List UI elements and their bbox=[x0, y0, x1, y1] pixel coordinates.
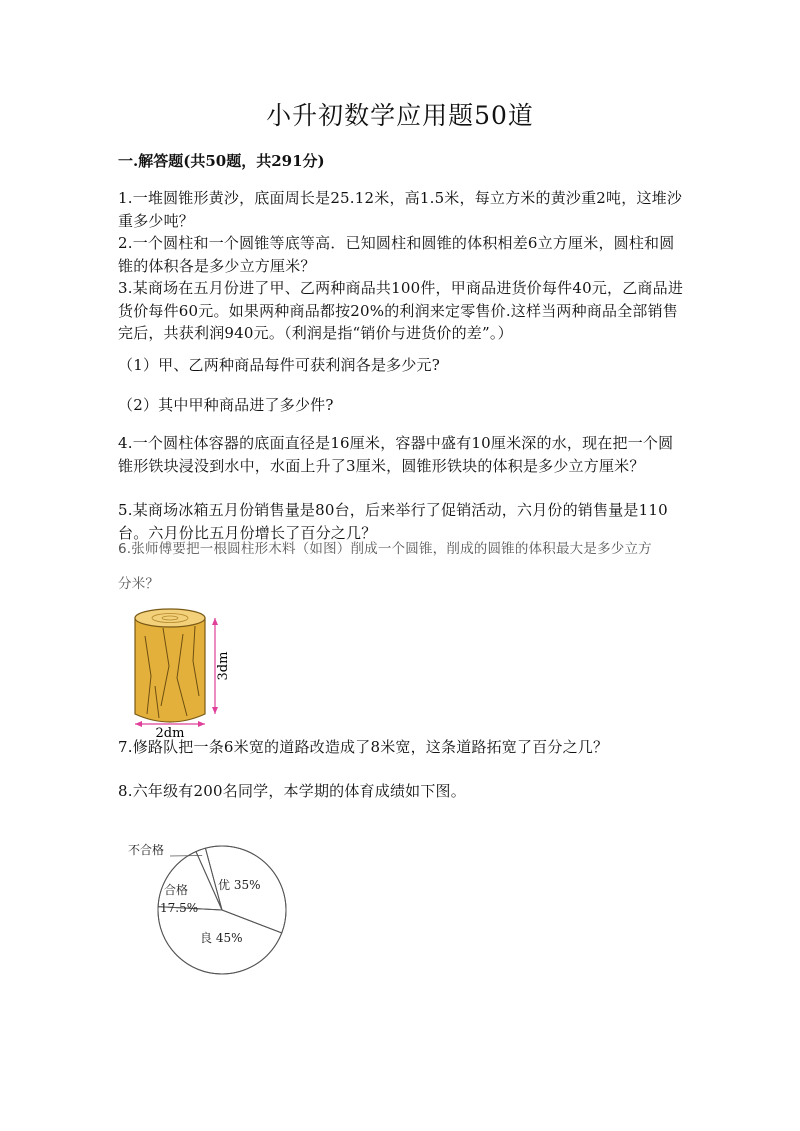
pie-label-excellent: 优 35% bbox=[218, 878, 261, 892]
pie-label-pass-percent: 17.5% bbox=[160, 901, 199, 915]
question-3: 3.某商场在五月份进了甲、乙两种商品共100件，甲商品进货价每件40元，乙商品进货价每件60元。如果两种商品都按20%的利润来定零售价.这样当两种商品全部销售完后，共获利润940元。（利润是指“销价与进货价的差”。） bbox=[118, 279, 684, 342]
grades-pie-chart bbox=[120, 832, 310, 982]
pie-label-fail: 不合格 bbox=[128, 843, 165, 857]
question-3-part-2: （2）其中甲种商品进了多少件? bbox=[118, 396, 334, 414]
question-6-line-2: 分米？ bbox=[118, 576, 160, 592]
wood-log-figure bbox=[125, 606, 240, 738]
question-1: 1.一堆圆锥形黄沙，底面周长是25.12米，高1.5米，每立方米的黄沙重2吨，这堆沙重多少吨？ bbox=[118, 189, 683, 230]
question-5: 5.某商场冰箱五月份销售量是80台，后来举行了促销活动，六月份的销售量是110台。六月份比五月份增长了百分之几？ bbox=[118, 501, 668, 542]
question-7: 7.修路队把一条6米宽的道路改造成了8米宽，这条道路拓宽了百分之几？ bbox=[118, 738, 609, 756]
question-4: 4.一个圆柱体容器的底面直径是16厘米，容器中盛有10厘米深的水，现在把一个圆锥形铁块浸没到水中，水面上升了3厘米，圆锥形铁块的体积是多少立方厘米？ bbox=[118, 434, 674, 475]
log-height-label: 3dm bbox=[216, 651, 231, 681]
pie-label-pass: 合格 bbox=[164, 883, 189, 897]
question-8: 8.六年级有200名同学，本学期的体育成绩如下图。 bbox=[118, 782, 466, 800]
pie-label-good: 良 45% bbox=[200, 931, 243, 945]
log-width-label: 2dm bbox=[155, 726, 185, 738]
section-heading: 一.解答题(共50题，共291分) bbox=[118, 152, 325, 170]
question-2: 2.一个圆柱和一个圆锥等底等高．已知圆柱和圆锥的体积相差6立方厘米，圆柱和圆锥的体积各是多少立方厘米？ bbox=[118, 234, 675, 275]
pie-svg bbox=[120, 832, 310, 982]
question-3-part-1: （1）甲、乙两种商品每件可获利润各是多少元? bbox=[118, 356, 440, 374]
page-title: 小升初数学应用题50道 bbox=[266, 101, 534, 130]
pie-callout-line bbox=[170, 855, 202, 856]
question-6-line-1: 6.张师傅要把一根圆柱形木料（如图）削成一个圆锥，削成的圆锥的体积最大是多少立方 bbox=[118, 541, 652, 557]
